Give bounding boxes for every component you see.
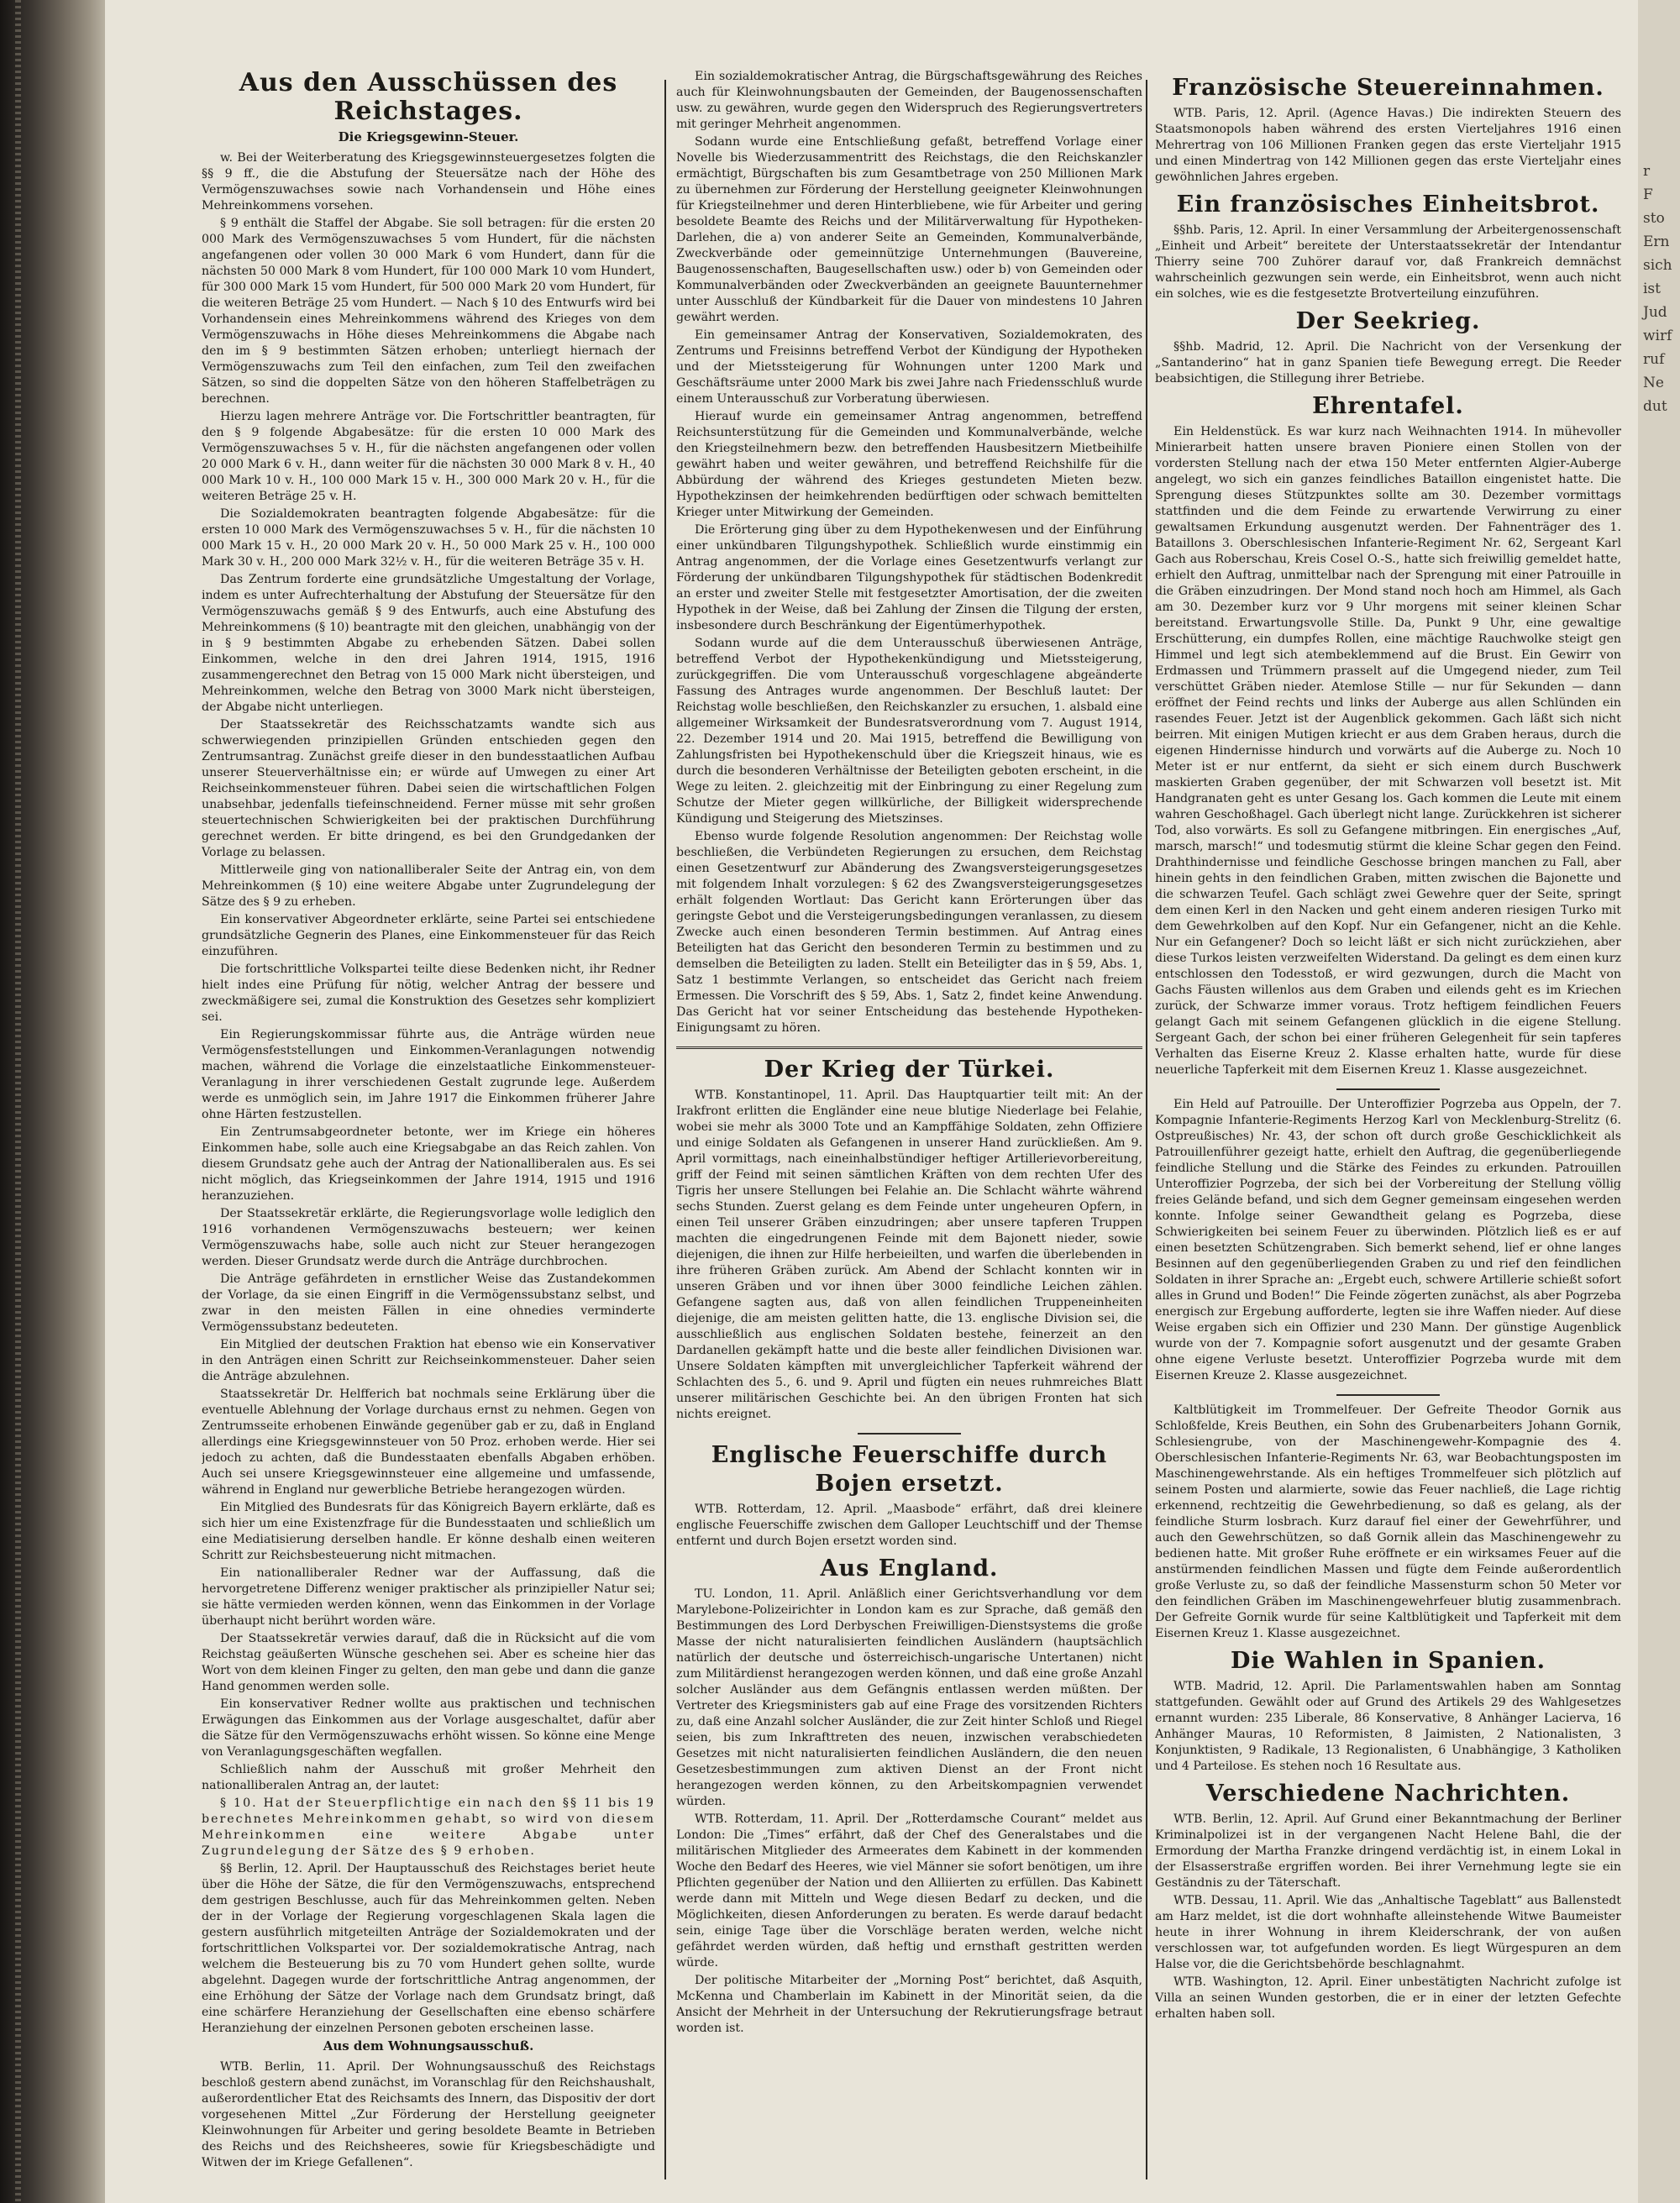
section-heading-steuereinnahmen: Französische Steuereinnahmen. — [1172, 75, 1604, 101]
article-paragraph: Ein sozialdemokratischer Antrag, die Bürgschaftsgewährung des Reiches auch für Kleinwohnungsbauten der Gemeinden, der Baugenossenschaften usw. zu gewähren, wurde gegen den Widerspruch des Regierungsvertreters mit geringer Mehrheit angenommen. — [676, 70, 1142, 131]
article-paragraph: WTB. Madrid, 12. April. Die Parlamentswahlen haben am Sonntag stattgefunden. Gewählt oder auf Grund des Artikels 29 des Wahlgesetzes ernannt wurden: 235 Liberale, 86 Konservative, 8 Anhänger Lacierva, 16 Anhänger Mauras, 10 Reformisten, 8 Jaimisten, 2 Nationalisten, 3 Konjunktisten, 9 Radikale, 13 Regionalisten, 6 Unabhängige, 3 Katholiken und 4 Parteilose. Es stehen noch 16 Resultate aus. — [1155, 1680, 1621, 1773]
article-paragraph: Das Zentrum forderte eine grundsätzliche Umgestaltung der Vorlage, indem es unter Aufrechterhaltung der Abstufung der Steuersätze für den Vermögenszuwachs gemäß § 9 des Entwurfs, auch eine Abstufung des Mehreinkommens (§ 10) beantragte mit den gleichen, unabhängig von der in § 9 bestimmten Abgabe zu erhebenden Sätzen. Dabei sollen Einkommen, welche in den drei Jahren 1914, 1915, 1916 zusammengerechnet den Betrag von 15 000 Mark nicht übersteigen, und Mehreinkommen, welche den Betrag von 3000 Mark nicht übersteigen, der Abgabe nicht unterliegen. — [202, 573, 655, 714]
article-paragraph: Die Sozialdemokraten beantragten folgende Abgabesätze: für die ersten 10 000 Mark des Vermögenszuwachses 5 v. H., für die nächsten 10 000 Mark 15 v. H., 20 000 Mark 20 v. H., 50 000 Mark 25 v. H., 100 000 Mark 30 v. H., 200 000 Mark 32½ v. H., für die weiteren Beträge 35 v. H. — [202, 507, 655, 569]
article-paragraph: Hierzu lagen mehrere Anträge vor. Die Fortschrittler beantragten, für den § 9 folgende Abgabesätze: für die ersten 10 000 Mark des Vermögenszuwachses 5 v. H., für die nächsten angefangenen oder vollen 20 000 Mark 6 v. H., dann weiter für die nächsten 30 000 Mark 8 v. H., 40 000 Mark 10 v. H., 100 000 Mark 15 v. H., 300 000 Mark 20 v. H., für die weiteren Beträge 25 v. H. — [202, 410, 655, 503]
article-paragraph: WTB. Konstantinopel, 11. April. Das Hauptquartier teilt mit: An der Irakfront erlitten die Engländer eine neue blutige Niederlage bei Felahie, wobei sie mehr als 3000 Tote und an Kampffähige Soldaten, zehn Offiziere und einige Soldaten als Gefangenen in unserer Hand zurückließen. Am 9. April vormittags, nach eineinhalbstündiger heftiger Artillerievorbereitung, griff der Feind mit seinen sämtlichen Kräften von dem rechten Ufer des Tigris her unsere Stellungen bei Felahie an. Die Schlacht währte während sechs Stunden. Zuerst gelang es dem Feinde unter ungeheuren Opfern, in einen Teil unserer Gräben einzudringen; aber unsere tapferen Truppen machten die eingedrungenen Feinde mit dem Bajonett nieder, sowie diejenigen, die ihnen zur Hilfe herbeieilten, und warfen die überlebenden in ihre früheren Gräben zurück. Am Abend der Schlacht konnten wir in unseren Gräben und vor ihnen über 3000 feindliche Leichen zählen. Gefangene sagten aus, daß von allen feindlichen Truppeneinheiten diejenige, die am meisten gelitten hatte, die 13. englische Division sei, die ausschließlich aus englischen Soldaten bestehe, feinerzeit an den Dardanellen gekämpft hatte und die beste aller feindlichen Divisionen war. Unsere Soldaten kämpften mit unvergleichlicher Tapferkeit während der Schlachten des 5., 6. und 9. April und fügten ein neues ruhmreiches Blatt unserer militärischen Geschichte bei. An den übrigen Fronten hat sich nichts ereignet. — [676, 1088, 1142, 1421]
article-paragraph: Sodann wurde auf die dem Unterausschuß überwiesenen Anträge, betreffend Verbot der Hypothekenkündigung und Mietssteigerung, zurückgegriffen. Die vom Unterausschuß vorgeschlagene abgeänderte Fassung des Antrages wurde angenommen. Der Beschluß lautet: Der Reichstag wolle beschließen, den Reichskanzler zu ersuchen, 1. alsbald eine allgemeiner Wirksamkeit der Bundesratsverordnung vom 7. August 1914, 22. Dezember 1914 und 20. Mai 1915, betreffend die Bewilligung von Zahlungsfristen bei Hypothekenschuld über die Kriegszeit hinaus, wie es durch die besonderen Verhältnisse der Beteiligten geboten erscheint, in die Wege zu leiten. 2. gleichzeitig mit der Einbringung zu einer Regelung zum Schutze der Mieter gegen willkürliche, der Billigkeit widersprechende Kündigung und Steigerung des Mietszinses. — [676, 637, 1142, 826]
article-paragraph: Der Staatssekretär verwies darauf, daß die in Rücksicht auf die vom Reichstag geäußerten Wünsche geschehen sei. Aber es scheine hier das Wort von dem kleinen Finger zu gelten, den man gebe und dann die ganze Hand genommen werden solle. — [202, 1632, 655, 1693]
article-paragraph: WTB. Rotterdam, 11. April. Der „Rotterdamsche Courant“ meldet aus London: Die „Times“ erfährt, daß der Chef des Generalstabes und die militärischen Mitglieder des Armeerates dem Kabinett in der kommenden Woche den Bedarf des Heeres, wie viel Männer sie sofort benötigen, um ihre Pflichten gegenüber der Nation und den Alliierten zu erfüllen. Das Kabinett werde dann mit Mitteln und Wege diesen Bedarf zu decken, und die Möglichkeiten, diesen Anforderungen zu beraten. Es werde darauf bedacht sein, einige Tage über die Vorschläge beraten werden, welche nicht gefährdet werden würden, daß heftig und ernsthaft gestritten werden würde. — [676, 1812, 1142, 1970]
column-3 — [1155, 69, 1621, 2185]
article-paragraph: §§hb. Madrid, 12. April. Die Nachricht von der Versenkung der „Santanderino“ hat in ganz Spanien tiefe Bewegung erregt. Die Reeder beabsichtigen, die Stillegung ihrer Betriebe. — [1155, 340, 1621, 386]
subheading-kriegsgewinn: Die Kriegsgewinn-Steuer. — [338, 129, 519, 144]
adjacent-fragment: sich — [1643, 257, 1672, 274]
column-2 — [676, 69, 1142, 2185]
section-heading-einheitsbrot: Ein französisches Einheitsbrot. — [1176, 191, 1600, 218]
adjacent-fragment: dut — [1643, 398, 1667, 415]
article-paragraph: §§hb. Paris, 12. April. In einer Versammlung der Arbeitergenossenschaft „Einheit und Arbeit“ bereitete der Unterstaatssekretär der Intendantur Thierry seine 700 Zuhörer darauf vor, daß Frankreich demnächst wahrscheinlich gezwungen sein werde, ein Einheitsbrot, wenn auch nicht ein solches, wie es die festgesetzte Brotverteilung einzuführen. — [1155, 223, 1621, 301]
article-paragraph: Die Anträge gefährdeten in ernstlicher Weise das Zustandekommen der Vorlage, da sie einen Eingriff in die Vermögenssubstanz selbst, und zwar in den meisten Fällen in eine ohnedies verminderte Vermögenssubstanz bedeuteten. — [202, 1272, 655, 1334]
article-paragraph: Mittlerweile ging von nationalliberaler Seite der Antrag ein, von dem Mehreinkommen (§ 10) eine weitere Abgabe unter Zugrundelegung der Sätze des § 9 zu erheben. — [202, 863, 655, 909]
article-paragraph: WTB. Washington, 12. April. Einer unbestätigten Nachricht zufolge ist Villa an seinen Wunden gestorben, die er in einer der letzten Gefechte erhalten haben soll. — [1155, 1975, 1621, 2021]
article-paragraph: Sodann wurde eine Entschließung gefaßt, betreffend Vorlage einer Novelle bis Wiederzusammentritt des Reichstags, die den Reichskanzler ermächtigt, Bürgschaften bis zum Gesamtbetrage von 250 Millionen Mark zu übernehmen zur Förderung der Herstellung geeigneter Kleinwohnungen für Kriegsteilnehmer und deren Hinterbliebene, wie für Arbeiter und gering besoldete Beamte des Reichs und der Militärverwaltung für Hypotheken-Darlehen, die a) von anderer Seite an Gemeinden, Kommunalverbände, Zweckverbände oder gemeinnützige Unternehmungen (Bauvereine, Baugenossenschaften, Baugesellschaften usw.) oder b) von Gemeinden oder Kommunalverbänden oder Zweckverbänden an geeignete Bauunternehmer unter Ausschluß der Kündbarkeit für die Dauer von mindestens 10 Jahren gewährt werden. — [676, 135, 1142, 324]
article-paragraph: Ebenso wurde folgende Resolution angenommen: Der Reichstag wolle beschließen, die Verbündeten Regierungen zu ersuchen, dem Reichstag einen Gesetzentwurf zur Abänderung des Zwangsversteigerungsgesetzes mit folgendem Inhalt vorzulegen: § 62 des Zwangsversteigerungsgesetzes erhält folgenden Wortlaut: Das Gericht kann Erörterungen über das geringste Gebot und die Versteigerungsbedingungen veranlassen, zu diesem Zwecke auch einen besonderen Termin bestimmen. Auf Antrag eines Beteiligten hat das Gericht den besonderen Termin zu bestimmen und zu demselben die Beteiligten zu laden. Stellt ein Beteiligter das in § 59, Abs. 1, Satz 1 bestimmte Verlangen, so entscheidet das Gericht nach freiem Ermessen. Die Vorschrift des § 59, Abs. 1, Satz 2, findet keine Anwendung. Das Gericht hat vor seiner Entscheidung das bestehende Hypotheken-Einigungsamt zu hören. — [676, 830, 1142, 1035]
article-paragraph: Ein konservativer Redner wollte aus praktischen und technischen Erwägungen das Einkommen aus der Vorlage ausgeschaltet, dafür aber die Sätze für den Vermögenszuwachs erhöht wissen. So könne eine Menge von Veranlagungsgeschäften wegfallen. — [202, 1697, 655, 1759]
section-divider — [1336, 1088, 1439, 1090]
article-paragraph: Ein nationalliberaler Redner war der Auffassung, daß die hervorgetretene Differenz weniger praktischer als prinzipieller Natur sei; sie hätte vermieden werden können, wenn das Einkommen in der Vorlage überhaupt nicht berührt worden wäre. — [202, 1566, 655, 1628]
section-heading-reichstag: Aus den Ausschüssen des Reichstages. — [239, 69, 618, 126]
article-paragraph: Staatssekretär Dr. Helfferich bat nochmals seine Erklärung über die eventuelle Ablehnung der Vorlage durchaus ernst zu nehmen. Gegen von Zentrumsseite erhobenen Einwände gegenüber gab er zu, daß in England allerdings eine Kriegsgewinnsteuer von 50 Proz. erhoben werde. Hier sei jedoch zu achten, daß die Bundesstaaten ebenfalls Abgaben erhöben. Auch sei unsere Kriegsgewinnsteuer eine allgemeine und umfassende, während in England nur gewerbliche Betriebe herangezogen würden. — [202, 1387, 655, 1497]
article-paragraph: Die fortschrittliche Volkspartei teilte diese Bedenken nicht, ihr Redner hielt indes eine Prüfung für nötig, welcher Antrag der bessere und zweckmäßigere sei, zumal die Konstruktion des Gesetzes sehr kompliziert sei. — [202, 963, 655, 1024]
article-paragraph: WTB. Rotterdam, 12. April. „Maasbode“ erfährt, daß drei kleinere englische Feuerschiffe zwischen dem Galloper Leuchtschiff und der Themse entfernt und durch Bojen ersetzt worden sind. — [676, 1503, 1142, 1548]
adjacent-fragment: Ern — [1643, 233, 1670, 250]
article-paragraph: § 10. Hat der Steuerpflichtige ein nach den §§ 11 bis 19 berechnetes Mehreinkommen gehabt, so wird von diesem Mehreinkommen eine weitere Abgabe unter Zugrundelegung der Sätze des § 9 erhoben. — [202, 1796, 655, 1858]
article-paragraph: WTB. Berlin, 12. April. Auf Grund einer Bekanntmachung der Berliner Kriminalpolizei ist in der vergangenen Nacht Helene Bahl, die der Ermordung der Martha Franzke dringend verdächtig ist, in einem Lokal in der Elsasserstraße ergriffen worden. Bei ihrer Vernehmung legte sie ein Geständnis zu der Täterschaft. — [1155, 1812, 1621, 1890]
adjacent-fragment: wirf — [1643, 328, 1672, 344]
section-heading-nachrichten: Verschiedene Nachrichten. — [1205, 1781, 1571, 1807]
article-paragraph: Ein gemeinsamer Antrag der Konservativen, Sozialdemokraten, des Zentrums und Freisinns betreffend Verbot der Kündigung der Hypotheken und der Mietssteigerung für Wohnungen unter 1200 Mark und Geschäftsräume unter 2000 Mark bis zwei Jahre nach Friedensschluß wurde einem Unterausschuß zur Vorberatung überwiesen. — [676, 328, 1142, 406]
article-paragraph: Ein Mitglied des Bundesrats für das Königreich Bayern erklärte, daß es sich hier um eine Existenzfrage für die Bundesstaaten und schließlich um eine Mediatisierung derselben handle. Er könne deshalb einen weiteren Schritt zur Reichsbesteuerung nicht mitmachen. — [202, 1501, 655, 1562]
column-1 — [202, 69, 655, 2185]
article-paragraph: Der Staatssekretär erklärte, die Regierungsvorlage wolle lediglich den 1916 vorhandenen Vermögenszuwachs besteuern; wer keinen Vermögenszuwachs habe, solle auch nicht zur Steuer herangezogen werden. Dieser Grundsatz werde durch die Anträge durchbrochen. — [202, 1207, 655, 1268]
subheading-wohnungsausschuss: Aus dem Wohnungsausschuß. — [323, 2038, 534, 2054]
section-heading-england: Aus England. — [820, 1555, 999, 1581]
article-paragraph: TU. London, 11. April. Anläßlich einer Gerichtsverhandlung vor dem Marylebone-Polizeirichter in London kam es zur Sprache, daß gemäß den Bestimmungen des Lord Derbyschen Freiwilligen-Dienstsystems die große Masse der nicht naturalisierten feindlichen Ausländern (hauptsächlich natürlich der deutsche und österreichisch-ungarische Untertanen) nicht zum Militärdienst herangezogen werden können, und daß eine große Anzahl solcher Ausländer aus dem Gefängnis entlassen werden müßten. Der Vertreter des Kriegsministers gab auf eine Frage des vorsitzenden Richters zu, daß eine Anzahl solcher Ausländer, die zur Zeit hinter Schloß und Riegel seien, bis zum Inkrafttreten des neuen, inzwischen verabschiedeten Gesetzes mit nicht naturalisierten feindlichen Ausländern, die den neuen Gesetzesbestimmungen zum aktiven Dienst an der Front nicht herangezogen werden können, zu den Arbeitskompagnien verwendet würden. — [676, 1587, 1142, 1808]
adjacent-fragment: F — [1643, 186, 1653, 203]
adjacent-page-edge — [1638, 0, 1680, 2203]
article-paragraph: Kaltblütigkeit im Trommelfeuer. Der Gefreite Theodor Gornik aus Schloßfelde, Kreis Beuthen, ein Sohn des Grubenarbeiters Johann Gornik, Schlesiengrube, von der Maschinengewehr-Kompagnie des 4. Oberschlesischen Infanterie-Regiments Nr. 63, war Beobachtungsposten im Maschinengewehrstande. Als ein heftiges Trommelfeuer sich plötzlich auf seinem Posten und alarmierte, sowie das Feuer nachließ, die Lage richtig erkennend, rechtzeitig die Gewehrbedienung, so daß es gelang, als der feindliche Sturm losbrach. Kurz darauf fiel einer der Gewehrführer, und auch den Gewehrschützen, so daß Gornik allein das Maschinengewehr zu bedienen hatte. Mit großer Ruhe eröffnete er ein wirksames Feuer auf die anstürmenden feindlichen Massen und fügte dem Feinde außerordentlich große Verluste zu, so daß der feindliche Massensturm schon 50 Meter vor den feindlichen Gräben im Maschinengewehrfeuer blutig zusammenbrach. Der Gefreite Gornik wurde für seine Kaltblütigkeit und Tapferkeit mit dem Eisernen Kreuz 1. Klasse ausgezeichnet. — [1155, 1403, 1621, 1640]
adjacent-fragment: ruf — [1643, 351, 1665, 368]
section-divider — [676, 1046, 1142, 1049]
adjacent-fragment: ist — [1643, 281, 1661, 297]
adjacent-fragment: Jud — [1643, 304, 1667, 321]
article-paragraph: Ein konservativer Abgeordneter erklärte, seine Partei sei entschiedene grundsätzliche Gegnerin des Planes, eine Einkommensteuer für das Reich einzuführen. — [202, 913, 655, 958]
section-heading-tuerkei: Der Krieg der Türkei. — [764, 1057, 1055, 1083]
article-paragraph: Ein Regierungskommissar führte aus, die Anträge würden neue Vermögensfeststellungen und Einkommen-Veranlagungen notwendig machen, während die Vorlage die einzelstaatliche Einkommensteuer-Veranlagung in ihrer verschiedenen Gestalt zugrunde lege. Außerdem werde es unmöglich sein, im Jahre 1917 die Einkommen früherer Jahre ohne Härten festzustellen. — [202, 1028, 655, 1121]
article-paragraph: Ein Mitglied der deutschen Fraktion hat ebenso wie ein Konservativer in den Anträgen einen Schritt zur Reichseinkommensteuer. Daher seien die Anträge abzulehnen. — [202, 1338, 655, 1383]
adjacent-fragment: r — [1643, 163, 1651, 180]
article-paragraph: WTB. Paris, 12. April. (Agence Havas.) Die indirekten Steuern des Staatsmonopols haben während des ersten Vierteljahres 1916 einen Mehrertrag von 106 Millionen Franken gegen das erste Vierteljahr 1915 und einen Mindertrag von 142 Millionen gegen das erste Vierteljahr eines gewöhnlichen Jahres ergeben. — [1155, 107, 1621, 184]
article-paragraph: Hierauf wurde ein gemeinsamer Antrag angenommen, betreffend Reichsunterstützung für die Gemeinden und Kommunalverbände, welche den Kriegsteilnehmern bezw. den betreffenden Hausbesitzern Mietbeihilfe gewährt haben und weiter gewähren, und betreffend Reichshilfe für die Abbürdung der während des Krieges gestundeten Mieten bezw. Hypothekzinsen der heimkehrenden bedürftigen oder schwach bemittelten Krieger unter Mitwirkung der Gemeinden. — [676, 410, 1142, 519]
section-heading-seekrieg: Der Seekrieg. — [1295, 308, 1481, 334]
adjacent-fragment: Ne — [1643, 375, 1664, 391]
article-paragraph: § 9 enthält die Staffel der Abgabe. Sie soll betragen: für die ersten 20 000 Mark des Vermögenszuwachses 5 vom Hundert, für die nächsten angefangenen oder vollen 30 000 Mark 6 vom Hundert, dann für die nächsten 50 000 Mark 8 vom Hundert, für 100 000 Mark 10 vom Hundert, für 300 000 Mark 15 vom Hundert, für 500 000 Mark 20 vom Hundert, für die weiteren Beträge 25 vom Hundert. — Nach § 10 des Entwurfs wird bei Vorhandensein eines Mehreinkommens während des Krieges von dem Vermögenszuwachs in Höhe dieses Mehreinkommens die Abgabe nach den im § 9 bestimmten Sätzen erhoben; unterliegt hiernach der Vermögenszuwachs zum Teil den einfachen, zum Teil den zweifachen Sätzen, so sind die doppelten Sätze von den höheren Staffelbeträgen zu berechnen. — [202, 217, 655, 406]
section-divider — [1336, 1394, 1439, 1396]
article-paragraph: w. Bei der Weiterberatung des Kriegsgewinnsteuergesetzes folgten die §§ 9 ff., die die Abstufung der Steuersätze nach der Höhe des Vermögenszuwachses sowie nach Vorhandensein und Höhe eines Mehreinkommens vorsehen. — [202, 151, 655, 212]
adjacent-fragment: sto — [1643, 210, 1665, 227]
article-paragraph: Der Staatssekretär des Reichsschatzamts wandte sich aus schwerwiegenden prinzipiellen Gründen entschieden gegen den Zentrumsantrag. Zunächst greife dieser in den bundesstaatlichen Aufbau unserer Steuerverhältnisse ein; er würde auf Umwegen zu einer Art Reichseinkommensteuer führen. Dabei seien die wirtschaftlichen Folgen unabsehbar, jedenfalls tiefeinschneidend. Ferner müsse mit sehr großen steuertechnischen Schwierigkeiten bei der praktischen Durchführung gerechnet werden. Er bitte dringend, es bei den Grundgedanken der Vorlage zu belassen. — [202, 718, 655, 859]
column-rule-1 — [664, 80, 666, 2179]
section-divider — [858, 1433, 960, 1435]
article-paragraph: WTB. Berlin, 11. April. Der Wohnungsausschuß des Reichstags beschloß gestern abend zunächst, im Voranschlag für den Reichshaushalt, außerordentlicher Etat des Reichsamts des Innern, das Dispositiv der dort vorgesehenen Mittel „Zur Förderung der Herstellung geeigneter Kleinwohnungen für Arbeiter und gering besoldete Beamte in Betrieben des Reichs und des Reichsheeres, sowie für Kriegsbeschädigte und Witwen der im Kriege Gefallenen“. — [202, 2060, 655, 2169]
article-paragraph: §§ Berlin, 12. April. Der Hauptausschuß des Reichstages beriet heute über die Höhe der Sätze, die für den Vermögenszuwachs, entsprechend dem gestrigen Beschlusse, auch für das Mehreinkommen gelten. Neben der in der Vorlage der Regierung vorgeschlagenen Skala lagen die gestern ausführlich mitgeteilten Anträge der Sozialdemokraten und der fortschrittlichen Volkspartei vor. Der sozialdemokratische Antrag, nach welchem die Besteuerung bis zu 70 vom Hundert gehen sollte, wurde abgelehnt. Dagegen wurde der fortschrittliche Antrag angenommen, der eine Erhöhung der Sätze der Vorlage nach dem Grundsatz bringt, daß eine schärfere Heranziehung der Gesellschaften eine ebenso schärfere Heranziehung der einzelnen Personen geboten erscheinen lasse. — [202, 1862, 655, 2035]
book-binding-edge — [0, 0, 105, 2203]
section-heading-feuerschiffe: Englische Feuerschiffe durch Bojen ersetzt. — [711, 1442, 1108, 1497]
article-paragraph: WTB. Dessau, 11. April. Wie das „Anhaltische Tageblatt“ aus Ballenstedt am Harz meldet, ist die dort wohnhafte alleinstehende Witwe Baumeister heute in ihrer Wohnung in ihrem Kleiderschrank, der von außen verschlossen war, tot aufgefunden worden. Es liegt Würgespuren an dem Halse vor, die die Gerichtsbehörde beschlagnahmt. — [1155, 1894, 1621, 1971]
article-paragraph: Schließlich nahm der Ausschuß mit großer Mehrheit den nationalliberalen Antrag an, der lautet: — [202, 1763, 655, 1792]
article-paragraph: Die Erörterung ging über zu dem Hypothekenwesen und der Einführung einer unkündbaren Tilgungshypothek. Schließlich wurde einstimmig ein Antrag angenommen, der die Vorlage eines Gesetzentwurfs verlangt zur Förderung der unkündbaren Tilgungshypothek für städtischen Bodenkredit an erster und zweiter Stelle mit festgesetzter Amortisation, der die zweiten Hypothek in der Weise, daß bei Zahlung der Zinsen die Tilgung der ersten, insbesondere durch Beschränkung der Eigentümerhypothek. — [676, 523, 1142, 632]
section-heading-ehrentafel: Ehrentafel. — [1312, 393, 1464, 419]
article-paragraph: Ein Heldenstück. Es war kurz nach Weihnachten 1914. In mühevoller Minierarbeit hatten unsere braven Pioniere einen Stollen von der vordersten Stellung nach der etwa 150 Meter entfernten Algier-Auberge angelegt, wo sich ein ganzes feindliches Bataillon eingenistet hatte. Die Sprengung dieses Stützpunktes sollte am 30. Dezember vormittags stattfinden und die dem Feinde zu erwartende Verwirrung zu einer gewaltsamen Erkundung ausgenutzt werden. Der Fahnenträger des 1. Bataillons 3. Oberschlesischen Infanterie-Regiment Nr. 62, Sergeant Karl Gach aus Roberschau, Kreis Cosel O.-S., hatte sich freiwillig gemeldet hatte, erhielt den Auftrag, unmittelbar nach der Sprengung mit einer Patrouille in die Gräben einzudringen. Der Mond stand noch hoch am Himmel, als Gach am 30. Dezember kurz vor 9 Uhr morgens mit seiner kleinen Schar bereitstand. Erwartungsvolle Stille. Da, Punkt 9 Uhr, eine gewaltige Erschütterung, ein dumpfes Rollen, eine mächtige Rauchwolke steigt gen Himmel und legt sich atembeklemmend auf die Brust. Ein Gewirr von Erdmassen und Trümmern prasselt auf die Umgegend nieder, zum Teil verschüttet Gräben nieder. Atemlose Stille — nur für Sekunden — dann eröffnet der Feind rechts und links der Auberge aus allen Schlünden ein rasendes Feuer. Jetzt ist der Augenblick gekommen. Gach läßt sich nicht beirren. Mit einigen Mutigen kriecht er aus dem Graben heraus, durch die eigenen Hindernisse hindurch und vorwärts auf die Auberge zu. Noch 10 Meter ist er nur entfernt, da sieht er sich einem durch Buschwerk maskierten Graben gegenüber, der mit Schwarzen voll besetzt ist. Mit Handgranaten geht es unter Gesang los. Gach kommen die Leute mit einem wahren Geschoßhagel. Gach überlegt nicht lange. Zurückkehren ist sicherer Tod, also vorwärts. Es soll zu Gefangene mitbringen. Ein energisches „Auf, marsch, marsch!“ und todesmutig stürmt die kleine Schar gegen den Feind. Drahthindernisse und feindliche Geschosse bringen manchen zu Fall, aber hinein gehts in den feindlichen Graben, mitten zwischen die Bajonette und die schwarzen Teufel. Gach schlägt zwei Gewehre quer der Seite, springt dem einen Kerl in den Nacken und geht einem anderen riesigen Turko mit dem Gewehrkolben auf den Kopf. Nur ein Gefangener, nicht an die Kehle. Nur ein Gefangener? Doch so leicht läßt er sich nicht zurückziehen, aber diese Turkos leisten verzweifelten Widerstand. Da gelingt es dem einen kurz entschlossen den Todesstoß, er wird gezwungen, durch die Macht von Gachs Fäusten willenlos aus dem Graben und eilends geht es im Kriechen zurück, der Schwarze immer voraus. Trotz heftigem feindlichen Feuers gelangt Gach mit seinem Gefangenen glücklich in die eigene Stellung. Sergeant Gach, der schon bei einer früheren Gelegenheit für sein tapferes Verhalten das Eiserne Kreuz 2. Klasse erhalten hatte, wurde für diese neuerliche Tapferkeit mit dem Eisernen Kreuz 1. Klasse ausgezeichnet. — [1155, 425, 1621, 1077]
article-paragraph: Der politische Mitarbeiter der „Morning Post“ berichtet, daß Asquith, McKenna und Chamberlain im Kabinett in der Minorität seien, da die Ansicht der Mehrheit in der Untersuchung der Rekrutierungsfrage betraut worden ist. — [676, 1974, 1142, 2035]
article-paragraph: Ein Held auf Patrouille. Der Unteroffizier Pogrzeba aus Oppeln, der 7. Kompagnie Infanterie-Regiments Herzog Karl von Mecklenburg-Strelitz (6. Ostpreußisches) Nr. 43, der schon oft durch große Geschicklichkeit als Patrouillenführer gezeigt hatte, erhielt den Auftrag, die gegenüberliegende feindliche Stellung und die Stärke des Feindes zu erkunden. Patrouillen Unteroffizier Pogrzeba, der sich bei der Vorbereitung der Stellung völlig freies Gelände befand, und sich dem Gegner gemeinsam eingesehen werden konnte. Infolge seiner Gewandtheit gelang es Pogrzeba, diese Schwierigkeiten bei seinem Feuer zu überwinden. Plötzlich ließ es er auf einen besetzten Schützengraben. Sich bemerkt sehend, lief er ohne langes Besinnen auf den gegenüberliegenden Graben zu und rief den feindlichen Soldaten in ihrer Sprache an: „Ergebt euch, schwere Artillerie schießt sofort alles in Grund und Boden!“ Die Feinde zögerten zunächst, als aber Pogrzeba energisch zur Ergebung aufforderte, legten sie ihre Waffen nieder. Auf diese Weise ergaben sich ein Offizier und 230 Mann. Der günstige Augenblick wurde von der 7. Kompagnie sofort ausgenutzt und der gesamte Graben ohne eigene Verluste besetzt. Unteroffizier Pogrzeba wurde mit dem Eisernen Kreuze 2. Klasse ausgezeichnet. — [1155, 1098, 1621, 1382]
section-heading-wahlen-spanien: Die Wahlen in Spanien. — [1230, 1648, 1546, 1674]
article-paragraph: Ein Zentrumsabgeordneter betonte, wer im Kriege ein höheres Einkommen habe, solle auch eine Kriegsabgabe an das Reich zahlen. Von diesem Grundsatz gehe auch der Antrag der Nationalliberalen aus. Es sei nicht möglich, das Kriegseinkommen der Jahre 1914, 1915 und 1916 heranzuziehen. — [202, 1125, 655, 1203]
column-rule-2 — [1146, 80, 1147, 2179]
